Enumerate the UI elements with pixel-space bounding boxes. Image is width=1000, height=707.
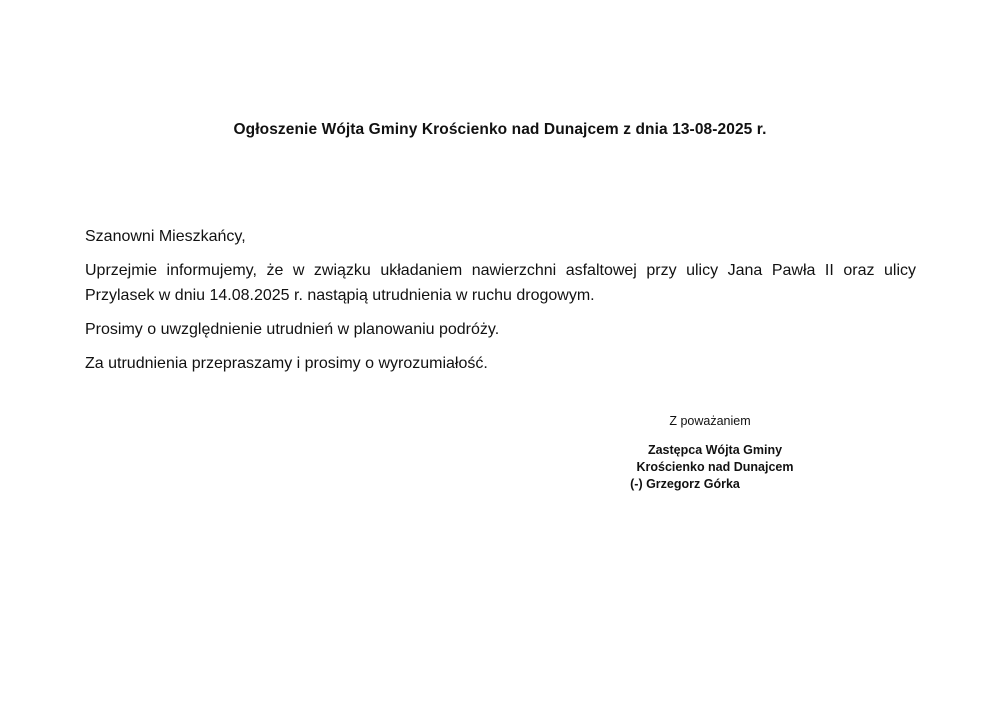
paragraph-road-works: Uprzejmie informujemy, że w związku układaniem nawierzchni asfaltowej przy ulicy Jana Pawła II oraz ulicy Przylasek w dniu 14.08.2025 r. nastąpią utrudnienia w ruchu drogowym. xyxy=(85,262,916,304)
signature-closing: Z poważaniem xyxy=(669,414,751,428)
signature-role-line2: Krościenko nad Dunajcem xyxy=(636,460,794,474)
announcement-title: Ogłoszenie Wójta Gminy Krościenko nad Dunajcem z dnia 13-08-2025 r. xyxy=(233,121,767,138)
paragraph-apology: Za utrudnienia przepraszamy i prosimy o wyrozumiałość. xyxy=(85,355,488,372)
signature-role-line1: Zastępca Wójta Gminy xyxy=(647,443,783,457)
signature-block xyxy=(565,442,865,493)
signature-name: (-) Grzegorz Górka xyxy=(630,477,740,491)
paragraph-travel-planning: Prosimy o uwzględnienie utrudnień w planowaniu podróży. xyxy=(85,321,500,338)
greeting: Szanowni Mieszkańcy, xyxy=(85,228,246,245)
